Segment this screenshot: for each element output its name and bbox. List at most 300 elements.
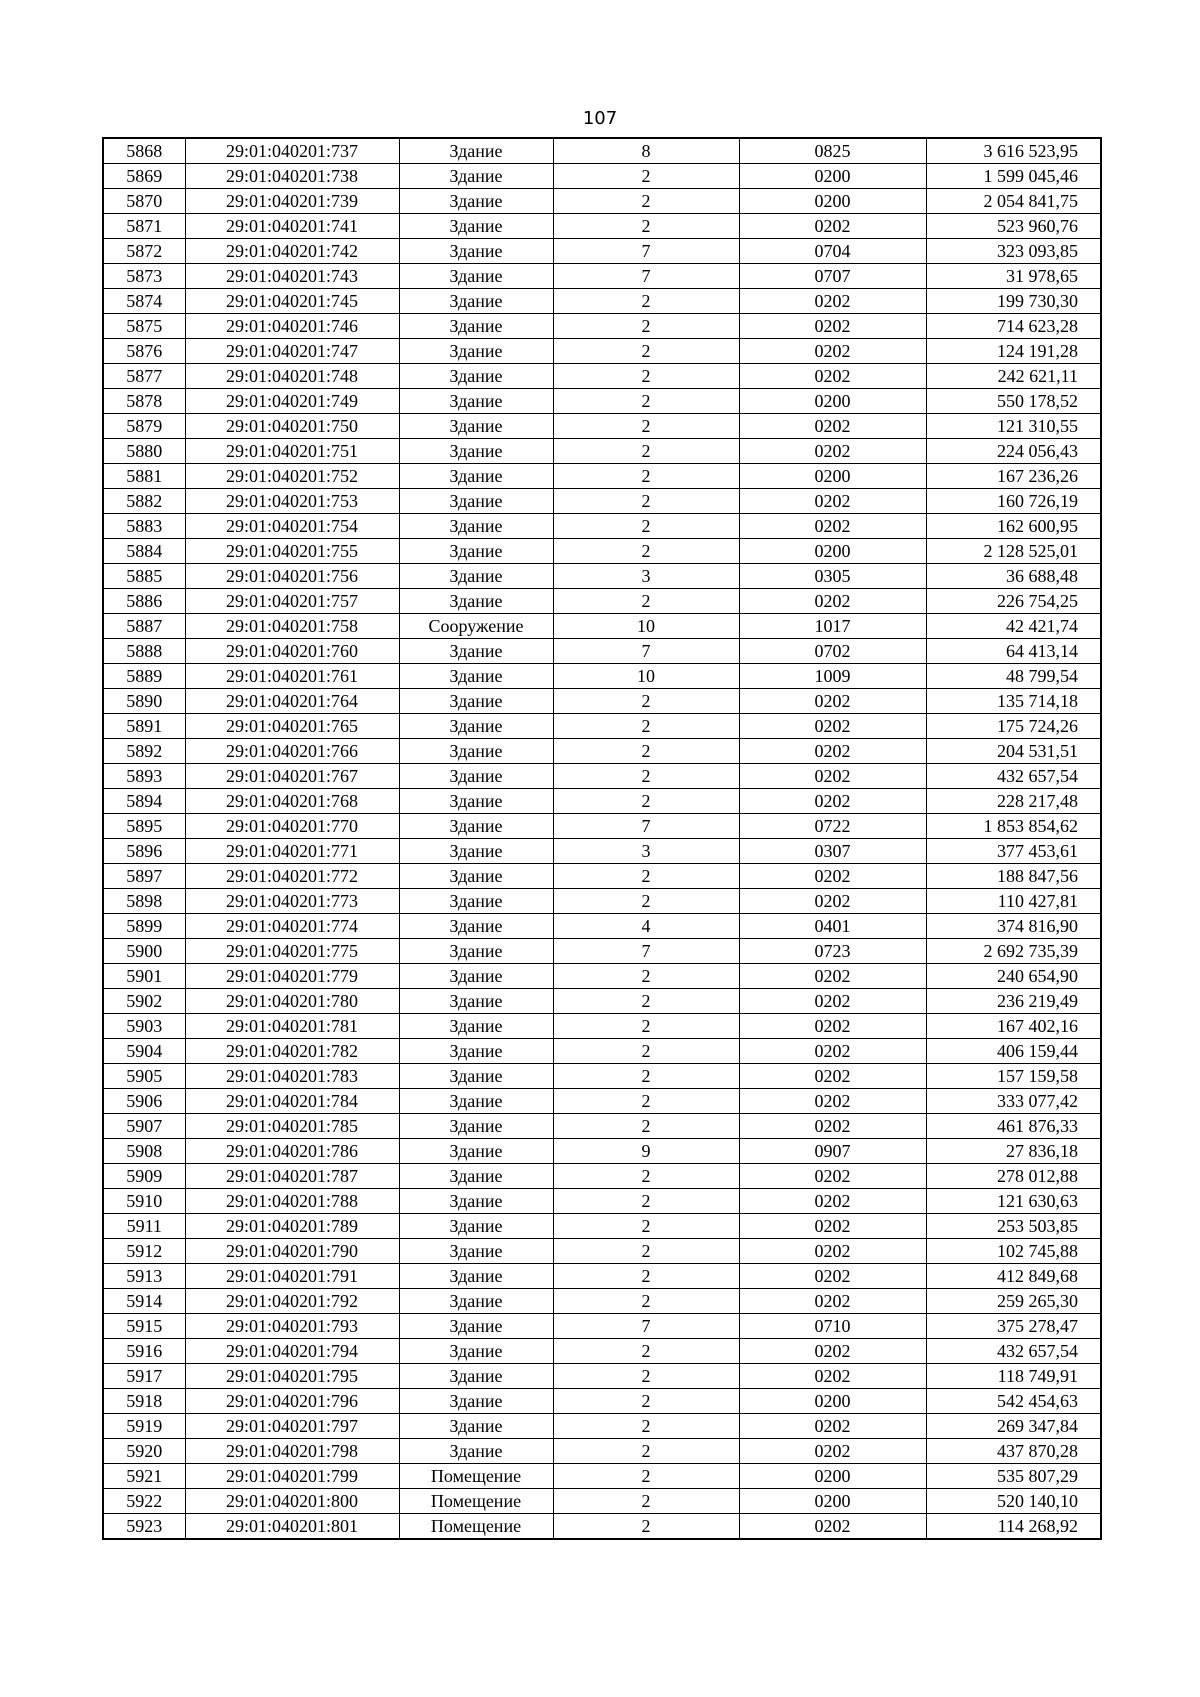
table-row (103, 1064, 1101, 1089)
cadastral-value-cell: 42 421,74 (926, 614, 1101, 639)
subgroup-code-cell: 0825 (739, 138, 926, 164)
cadastral-number-cell: 29:01:040201:785 (185, 1114, 399, 1139)
cadastral-value-cell: 542 454,63 (926, 1389, 1101, 1414)
subgroup-code-cell: 0202 (739, 1514, 926, 1540)
subgroup-code-cell: 1009 (739, 664, 926, 689)
row-number-cell: 5885 (103, 564, 185, 589)
group-cell: 10 (553, 664, 739, 689)
cadastral-value-cell: 412 849,68 (926, 1264, 1101, 1289)
cadastral-value-cell: 323 093,85 (926, 239, 1101, 264)
group-cell: 2 (553, 314, 739, 339)
subgroup-code-cell: 1017 (739, 614, 926, 639)
table-row (103, 1039, 1101, 1064)
group-cell: 9 (553, 1139, 739, 1164)
cadastral-number-cell: 29:01:040201:797 (185, 1414, 399, 1439)
group-cell: 2 (553, 489, 739, 514)
subgroup-code-cell: 0202 (739, 689, 926, 714)
object-type-cell: Здание (399, 1114, 553, 1139)
object-type-cell: Помещение (399, 1464, 553, 1489)
object-type-cell: Здание (399, 214, 553, 239)
row-number-cell: 5878 (103, 389, 185, 414)
table-row (103, 814, 1101, 839)
page-number: 107 (582, 108, 618, 129)
table-row (103, 1089, 1101, 1114)
cadastral-value-cell: 48 799,54 (926, 664, 1101, 689)
row-number-cell: 5918 (103, 1389, 185, 1414)
object-type-cell: Здание (399, 1164, 553, 1189)
table-row (103, 989, 1101, 1014)
cadastral-value-cell: 461 876,33 (926, 1114, 1101, 1139)
cadastral-value-cell: 121 310,55 (926, 414, 1101, 439)
cadastral-number-cell: 29:01:040201:761 (185, 664, 399, 689)
row-number-cell: 5899 (103, 914, 185, 939)
row-number-cell: 5875 (103, 314, 185, 339)
cadastral-number-cell: 29:01:040201:781 (185, 1014, 399, 1039)
table-row (103, 514, 1101, 539)
table-row (103, 464, 1101, 489)
group-cell: 3 (553, 564, 739, 589)
row-number-cell: 5897 (103, 864, 185, 889)
table-row (103, 1189, 1101, 1214)
row-number-cell: 5876 (103, 339, 185, 364)
object-type-cell: Здание (399, 639, 553, 664)
row-number-cell: 5880 (103, 439, 185, 464)
cadastral-value-cell: 236 219,49 (926, 989, 1101, 1014)
object-type-cell: Здание (399, 1189, 553, 1214)
subgroup-code-cell: 0200 (739, 539, 926, 564)
row-number-cell: 5909 (103, 1164, 185, 1189)
cadastral-value-cell: 27 836,18 (926, 1139, 1101, 1164)
object-type-cell: Здание (399, 814, 553, 839)
table-row (103, 589, 1101, 614)
cadastral-value-cell: 2 128 525,01 (926, 539, 1101, 564)
object-type-cell: Помещение (399, 1514, 553, 1540)
table-row (103, 1014, 1101, 1039)
cadastral-number-cell: 29:01:040201:739 (185, 189, 399, 214)
subgroup-code-cell: 0202 (739, 1339, 926, 1364)
table-row (103, 739, 1101, 764)
cadastral-number-cell: 29:01:040201:745 (185, 289, 399, 314)
row-number-cell: 5890 (103, 689, 185, 714)
group-cell: 2 (553, 389, 739, 414)
cadastral-number-cell: 29:01:040201:772 (185, 864, 399, 889)
object-type-cell: Здание (399, 1439, 553, 1464)
object-type-cell: Здание (399, 489, 553, 514)
group-cell: 2 (553, 1389, 739, 1414)
cadastral-number-cell: 29:01:040201:766 (185, 739, 399, 764)
cadastral-value-cell: 102 745,88 (926, 1239, 1101, 1264)
row-number-cell: 5884 (103, 539, 185, 564)
cadastral-value-cell: 278 012,88 (926, 1164, 1101, 1189)
object-type-cell: Здание (399, 264, 553, 289)
row-number-cell: 5922 (103, 1489, 185, 1514)
object-type-cell: Здание (399, 1039, 553, 1064)
table-row (103, 939, 1101, 964)
subgroup-code-cell: 0202 (739, 214, 926, 239)
group-cell: 10 (553, 614, 739, 639)
object-type-cell: Здание (399, 1364, 553, 1389)
row-number-cell: 5893 (103, 764, 185, 789)
row-number-cell: 5923 (103, 1514, 185, 1540)
object-type-cell: Здание (399, 464, 553, 489)
cadastral-number-cell: 29:01:040201:753 (185, 489, 399, 514)
subgroup-code-cell: 0305 (739, 564, 926, 589)
subgroup-code-cell: 0202 (739, 1114, 926, 1139)
group-cell: 7 (553, 264, 739, 289)
subgroup-code-cell: 0202 (739, 1089, 926, 1114)
cadastral-number-cell: 29:01:040201:775 (185, 939, 399, 964)
group-cell: 7 (553, 239, 739, 264)
table-row (103, 239, 1101, 264)
cadastral-value-cell: 437 870,28 (926, 1439, 1101, 1464)
row-number-cell: 5902 (103, 989, 185, 1014)
subgroup-code-cell: 0202 (739, 589, 926, 614)
cadastral-number-cell: 29:01:040201:747 (185, 339, 399, 364)
subgroup-code-cell: 0710 (739, 1314, 926, 1339)
subgroup-code-cell: 0202 (739, 1264, 926, 1289)
row-number-cell: 5877 (103, 364, 185, 389)
table-row (103, 914, 1101, 939)
row-number-cell: 5900 (103, 939, 185, 964)
subgroup-code-cell: 0200 (739, 189, 926, 214)
group-cell: 7 (553, 1314, 739, 1339)
object-type-cell: Здание (399, 138, 553, 164)
subgroup-code-cell: 0202 (739, 1364, 926, 1389)
cadastral-value-cell: 2 054 841,75 (926, 189, 1101, 214)
cadastral-number-cell: 29:01:040201:755 (185, 539, 399, 564)
table-row (103, 889, 1101, 914)
object-type-cell: Здание (399, 189, 553, 214)
group-cell: 2 (553, 1514, 739, 1540)
object-type-cell: Здание (399, 989, 553, 1014)
object-type-cell: Здание (399, 589, 553, 614)
table-row (103, 1264, 1101, 1289)
object-type-cell: Здание (399, 514, 553, 539)
row-number-cell: 5921 (103, 1464, 185, 1489)
table-row (103, 564, 1101, 589)
table-row (103, 489, 1101, 514)
table-row (103, 1339, 1101, 1364)
cadastral-number-cell: 29:01:040201:783 (185, 1064, 399, 1089)
object-type-cell: Здание (399, 1214, 553, 1239)
group-cell: 2 (553, 1014, 739, 1039)
object-type-cell: Здание (399, 1314, 553, 1339)
group-cell: 2 (553, 1364, 739, 1389)
cadastral-number-cell: 29:01:040201:774 (185, 914, 399, 939)
table-row (103, 1414, 1101, 1439)
row-number-cell: 5888 (103, 639, 185, 664)
cadastral-value-cell: 520 140,10 (926, 1489, 1101, 1514)
subgroup-code-cell: 0202 (739, 314, 926, 339)
cadastral-value-cell: 228 217,48 (926, 789, 1101, 814)
row-number-cell: 5901 (103, 964, 185, 989)
cadastral-number-cell: 29:01:040201:756 (185, 564, 399, 589)
subgroup-code-cell: 0202 (739, 739, 926, 764)
subgroup-code-cell: 0202 (739, 964, 926, 989)
row-number-cell: 5881 (103, 464, 185, 489)
group-cell: 2 (553, 589, 739, 614)
cadastral-value-cell: 31 978,65 (926, 264, 1101, 289)
object-type-cell: Здание (399, 439, 553, 464)
row-number-cell: 5919 (103, 1414, 185, 1439)
subgroup-code-cell: 0307 (739, 839, 926, 864)
object-type-cell: Здание (399, 939, 553, 964)
subgroup-code-cell: 0202 (739, 1189, 926, 1214)
cadastral-number-cell: 29:01:040201:741 (185, 214, 399, 239)
subgroup-code-cell: 0702 (739, 639, 926, 664)
row-number-cell: 5910 (103, 1189, 185, 1214)
group-cell: 2 (553, 214, 739, 239)
group-cell: 2 (553, 889, 739, 914)
table-row (103, 364, 1101, 389)
subgroup-code-cell: 0202 (739, 339, 926, 364)
row-number-cell: 5895 (103, 814, 185, 839)
cadastral-number-cell: 29:01:040201:768 (185, 789, 399, 814)
group-cell: 2 (553, 514, 739, 539)
subgroup-code-cell: 0202 (739, 1239, 926, 1264)
cadastral-number-cell: 29:01:040201:764 (185, 689, 399, 714)
cadastral-value-cell: 118 749,91 (926, 1364, 1101, 1389)
cadastral-value-cell: 242 621,11 (926, 364, 1101, 389)
cadastral-value-cell: 175 724,26 (926, 714, 1101, 739)
cadastral-value-cell: 1 599 045,46 (926, 164, 1101, 189)
subgroup-code-cell: 0202 (739, 1164, 926, 1189)
cadastral-value-cell: 36 688,48 (926, 564, 1101, 589)
table-row (103, 1489, 1101, 1514)
table-row (103, 1114, 1101, 1139)
row-number-cell: 5912 (103, 1239, 185, 1264)
row-number-cell: 5908 (103, 1139, 185, 1164)
table-row (103, 689, 1101, 714)
cadastral-number-cell: 29:01:040201:788 (185, 1189, 399, 1214)
group-cell: 2 (553, 1089, 739, 1114)
row-number-cell: 5871 (103, 214, 185, 239)
object-type-cell: Здание (399, 1414, 553, 1439)
table-row (103, 289, 1101, 314)
row-number-cell: 5905 (103, 1064, 185, 1089)
cadastral-number-cell: 29:01:040201:760 (185, 639, 399, 664)
object-type-cell: Здание (399, 1089, 553, 1114)
cadastral-number-cell: 29:01:040201:750 (185, 414, 399, 439)
cadastral-number-cell: 29:01:040201:784 (185, 1089, 399, 1114)
cadastral-number-cell: 29:01:040201:751 (185, 439, 399, 464)
cadastral-number-cell: 29:01:040201:787 (185, 1164, 399, 1189)
group-cell: 2 (553, 989, 739, 1014)
object-type-cell: Здание (399, 714, 553, 739)
group-cell: 2 (553, 539, 739, 564)
cadastral-number-cell: 29:01:040201:800 (185, 1489, 399, 1514)
object-type-cell: Здание (399, 314, 553, 339)
table-row (103, 138, 1101, 164)
object-type-cell: Здание (399, 1339, 553, 1364)
cadastral-value-cell: 167 402,16 (926, 1014, 1101, 1039)
cadastral-number-cell: 29:01:040201:801 (185, 1514, 399, 1540)
row-number-cell: 5904 (103, 1039, 185, 1064)
object-type-cell: Помещение (399, 1489, 553, 1514)
table-row (103, 864, 1101, 889)
group-cell: 4 (553, 914, 739, 939)
row-number-cell: 5911 (103, 1214, 185, 1239)
subgroup-code-cell: 0200 (739, 1489, 926, 1514)
group-cell: 2 (553, 1039, 739, 1064)
table-row (103, 1514, 1101, 1540)
cadastral-value-cell: 135 714,18 (926, 689, 1101, 714)
row-number-cell: 5892 (103, 739, 185, 764)
row-number-cell: 5896 (103, 839, 185, 864)
cadastral-number-cell: 29:01:040201:758 (185, 614, 399, 639)
row-number-cell: 5882 (103, 489, 185, 514)
cadastral-value-cell: 240 654,90 (926, 964, 1101, 989)
object-type-cell: Здание (399, 839, 553, 864)
row-number-cell: 5873 (103, 264, 185, 289)
group-cell: 7 (553, 939, 739, 964)
row-number-cell: 5883 (103, 514, 185, 539)
object-type-cell: Здание (399, 339, 553, 364)
object-type-cell: Здание (399, 914, 553, 939)
table-row (103, 414, 1101, 439)
cadastral-number-cell: 29:01:040201:795 (185, 1364, 399, 1389)
cadastral-value-cell: 432 657,54 (926, 764, 1101, 789)
object-type-cell: Здание (399, 964, 553, 989)
table-row (103, 714, 1101, 739)
table-row (103, 614, 1101, 639)
group-cell: 2 (553, 464, 739, 489)
subgroup-code-cell: 0202 (739, 764, 926, 789)
group-cell: 2 (553, 964, 739, 989)
object-type-cell: Сооружение (399, 614, 553, 639)
subgroup-code-cell: 0907 (739, 1139, 926, 1164)
row-number-cell: 5887 (103, 614, 185, 639)
cadastral-number-cell: 29:01:040201:752 (185, 464, 399, 489)
cadastral-value-cell: 523 960,76 (926, 214, 1101, 239)
table-row (103, 314, 1101, 339)
object-type-cell: Здание (399, 414, 553, 439)
subgroup-code-cell: 0202 (739, 414, 926, 439)
table-row (103, 1164, 1101, 1189)
group-cell: 2 (553, 1214, 739, 1239)
object-type-cell: Здание (399, 564, 553, 589)
object-type-cell: Здание (399, 1014, 553, 1039)
cadastral-value-cell: 253 503,85 (926, 1214, 1101, 1239)
object-type-cell: Здание (399, 1139, 553, 1164)
table-row (103, 339, 1101, 364)
cadastral-value-cell: 269 347,84 (926, 1414, 1101, 1439)
row-number-cell: 5889 (103, 664, 185, 689)
object-type-cell: Здание (399, 739, 553, 764)
group-cell: 2 (553, 289, 739, 314)
row-number-cell: 5914 (103, 1289, 185, 1314)
cadastral-number-cell: 29:01:040201:786 (185, 1139, 399, 1164)
cadastral-value-cell: 432 657,54 (926, 1339, 1101, 1364)
subgroup-code-cell: 0202 (739, 1414, 926, 1439)
cadastral-number-cell: 29:01:040201:794 (185, 1339, 399, 1364)
cadastral-value-cell: 226 754,25 (926, 589, 1101, 614)
cadastral-value-cell: 550 178,52 (926, 389, 1101, 414)
table-row (103, 389, 1101, 414)
row-number-cell: 5886 (103, 589, 185, 614)
subgroup-code-cell: 0401 (739, 914, 926, 939)
subgroup-code-cell: 0200 (739, 1389, 926, 1414)
row-number-cell: 5907 (103, 1114, 185, 1139)
table-row (103, 664, 1101, 689)
subgroup-code-cell: 0200 (739, 1464, 926, 1489)
table-row (103, 264, 1101, 289)
group-cell: 3 (553, 839, 739, 864)
cadastral-number-cell: 29:01:040201:773 (185, 889, 399, 914)
cadastral-number-cell: 29:01:040201:767 (185, 764, 399, 789)
table-row (103, 1239, 1101, 1264)
table-row (103, 1439, 1101, 1464)
table-row (103, 964, 1101, 989)
object-type-cell: Здание (399, 164, 553, 189)
cadastral-number-cell: 29:01:040201:798 (185, 1439, 399, 1464)
group-cell: 2 (553, 1064, 739, 1089)
group-cell: 2 (553, 739, 739, 764)
group-cell: 2 (553, 1114, 739, 1139)
cadastral-number-cell: 29:01:040201:780 (185, 989, 399, 1014)
cadastral-number-cell: 29:01:040201:793 (185, 1314, 399, 1339)
table-row (103, 839, 1101, 864)
group-cell: 2 (553, 1264, 739, 1289)
cadastral-number-cell: 29:01:040201:749 (185, 389, 399, 414)
row-number-cell: 5917 (103, 1364, 185, 1389)
cadastral-value-cell: 374 816,90 (926, 914, 1101, 939)
subgroup-code-cell: 0202 (739, 289, 926, 314)
cadastral-number-cell: 29:01:040201:790 (185, 1239, 399, 1264)
cadastral-value-cell: 714 623,28 (926, 314, 1101, 339)
subgroup-code-cell: 0202 (739, 1039, 926, 1064)
group-cell: 2 (553, 689, 739, 714)
group-cell: 8 (553, 138, 739, 164)
object-type-cell: Здание (399, 1289, 553, 1314)
table-row (103, 789, 1101, 814)
row-number-cell: 5870 (103, 189, 185, 214)
cadastral-value-cell: 199 730,30 (926, 289, 1101, 314)
table-row (103, 764, 1101, 789)
object-type-cell: Здание (399, 289, 553, 314)
group-cell: 2 (553, 1339, 739, 1364)
cadastral-number-cell: 29:01:040201:738 (185, 164, 399, 189)
row-number-cell: 5915 (103, 1314, 185, 1339)
cadastral-value-cell: 157 159,58 (926, 1064, 1101, 1089)
group-cell: 7 (553, 639, 739, 664)
table-row (103, 1389, 1101, 1414)
cadastral-number-cell: 29:01:040201:789 (185, 1214, 399, 1239)
cadastral-value-cell: 535 807,29 (926, 1464, 1101, 1489)
table-row (103, 439, 1101, 464)
subgroup-code-cell: 0202 (739, 989, 926, 1014)
object-type-cell: Здание (399, 1264, 553, 1289)
group-cell: 2 (553, 864, 739, 889)
cadastral-value-cell: 224 056,43 (926, 439, 1101, 464)
cadastral-number-cell: 29:01:040201:743 (185, 264, 399, 289)
subgroup-code-cell: 0202 (739, 514, 926, 539)
subgroup-code-cell: 0202 (739, 889, 926, 914)
row-number-cell: 5874 (103, 289, 185, 314)
cadastral-number-cell: 29:01:040201:742 (185, 239, 399, 264)
row-number-cell: 5891 (103, 714, 185, 739)
object-type-cell: Здание (399, 764, 553, 789)
cadastral-value-cell: 375 278,47 (926, 1314, 1101, 1339)
cadastral-number-cell: 29:01:040201:757 (185, 589, 399, 614)
row-number-cell: 5894 (103, 789, 185, 814)
cadastral-number-cell: 29:01:040201:782 (185, 1039, 399, 1064)
group-cell: 2 (553, 764, 739, 789)
cadastral-value-cell: 114 268,92 (926, 1514, 1101, 1540)
row-number-cell: 5869 (103, 164, 185, 189)
subgroup-code-cell: 0202 (739, 1064, 926, 1089)
row-number-cell: 5913 (103, 1264, 185, 1289)
